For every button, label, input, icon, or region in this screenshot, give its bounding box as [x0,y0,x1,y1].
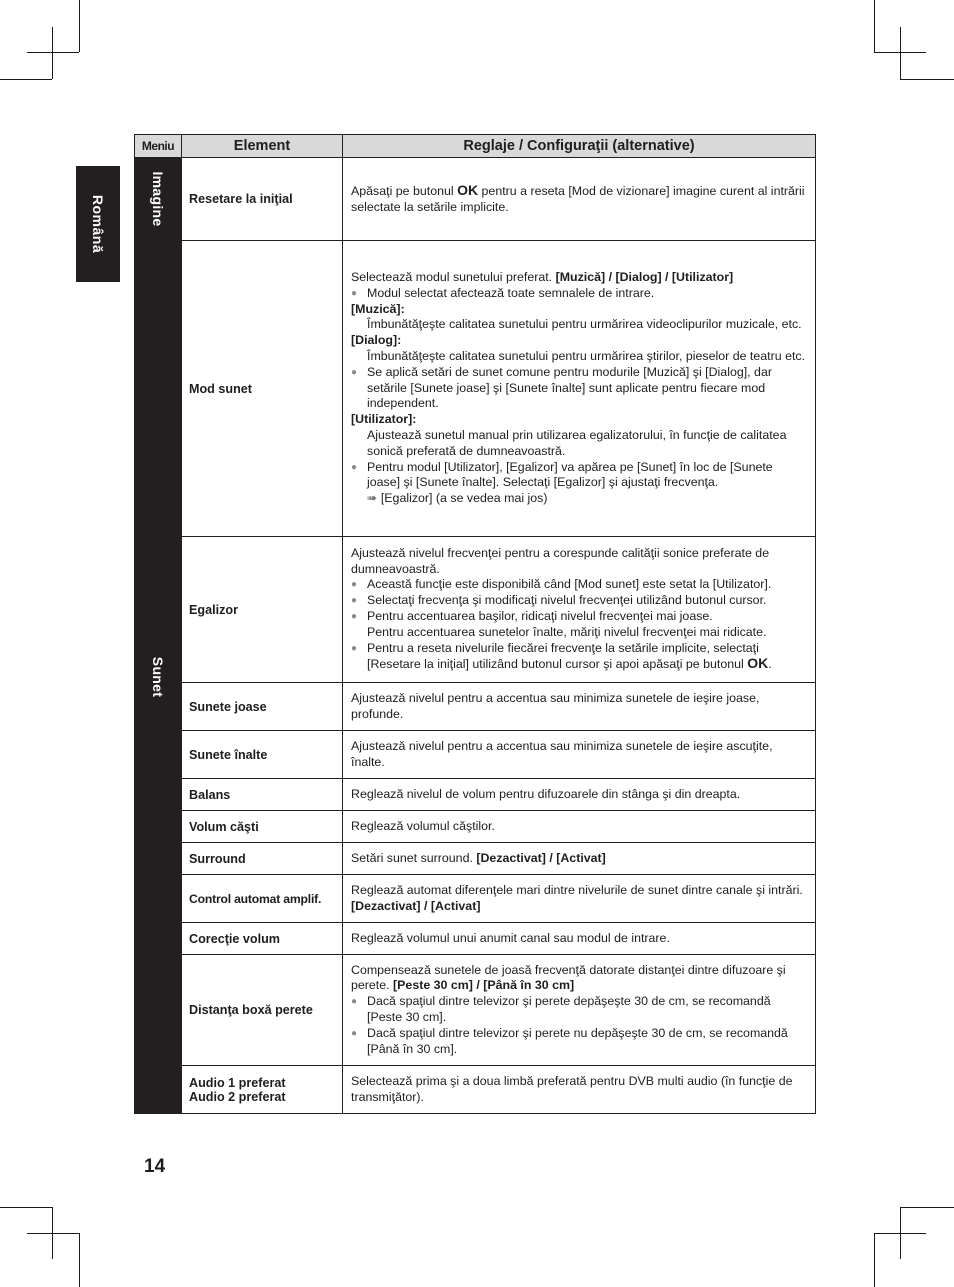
language-tab [76,166,120,282]
crop-mark [27,1233,79,1234]
options-text: [Dezactivat] / [Activat] [351,898,481,913]
element-name: Sunete înalte [182,731,343,779]
crop-mark [79,0,80,52]
header-settings: Reglaje / Configuraţii (alternative) [343,135,816,158]
table-row [135,1066,816,1114]
arrow-right-icon: ➠ [367,491,378,506]
settings-table [134,134,816,1114]
header-element: Element [182,135,343,158]
element-description: Reglează nivelul de volum pentru difuzoarele din stânga şi din dreapta. [343,779,816,811]
element-name: Corecţie volum [182,923,343,955]
table-row [135,923,816,955]
element-description: Compensează sunetele de joasă frecvenţă datorate distanţei dintre difuzoare şi perete. [Peste 30 cm] / [Până în 30 cm] ● Dacă spaţiul dintre televizor şi perete depăşeşte 30 de cm, se recomandă [Peste 30 cm]. ● Dacă spaţiul dintre televizor şi perete nu depăşeşte 30 de cm, se recomandă [Până în 30 cm]. [343,955,816,1066]
crop-mark [874,0,875,52]
element-description: Reglează volumul unui anumit canal sau modul de intrare. [343,923,816,955]
element-description: Ajustează nivelul pentru a accentua sau minimiza sunetele de ieşire joase, profunde. [343,683,816,731]
element-name: Egalizor [182,537,343,683]
element-name: Volum căşti [182,811,343,843]
crop-mark [900,79,954,80]
crop-mark [79,1233,80,1287]
table-row [135,241,816,537]
menu-label: Sunet [150,656,166,698]
element-description: Ajustează nivelul pentru a accentua sau minimiza sunetele de ieşire ascuţite, înalte. [343,731,816,779]
crop-mark [900,1207,954,1208]
page-number: 14 [144,1156,166,1177]
table-row [135,875,816,923]
table-row [135,537,816,683]
menu-imagine [135,158,182,241]
element-name: Control automat amplif. [182,875,343,923]
options-text: [Peste 30 cm] / [Până în 30 cm] [393,978,575,993]
crop-mark [900,27,901,79]
options-text: [Dezactivat] / [Activat] [476,850,606,865]
element-description: Selectează prima şi a doua limbă preferată pentru DVB multi audio (în funcţie de transmiţător). [343,1066,816,1114]
menu-label: Imagine [150,171,166,227]
crop-mark [27,52,79,53]
element-description: Reglează automat diferenţele mari dintre nivelurile de sunet dintre canale şi intrări. [Dezactivat] / [Activat] [343,875,816,923]
crop-mark [874,1233,875,1287]
element-description: Ajustează nivelul frecvenţei pentru a corespunde calităţii sonice preferate de dumneavoastră. ● Această funcţie este disponibilă când [Mod sunet] este setat la [Utilizator]. ● Selectaţi frecvenţa şi modificaţi nivelul frecvenţei utilizând butonul cursor. ● Pentru accentuarea başilor, ridicaţi nivelul frecvenţei mai joase. Pentru accentuarea sunetelor înalte, măriţi nivelul frecvenţei mai ridicate. ● Pentru a reseta nivelurile fiecărei frecvenţe la setările implicite, selectaţi [Resetare la iniţial] utilizând butonul cursor şi apoi apăsaţi pe butonul OK. [343,537,816,683]
table-row [135,731,816,779]
options-text: [Muzică] / [Dialog] / [Utilizator] [555,270,734,285]
element-description: Apăsaţi pe butonul OK pentru a reseta [Mod de vizionare] imagine curent al intrării selectate la setările implicite. [343,158,816,241]
table-row [135,811,816,843]
element-name: Distanţa boxă perete [182,955,343,1066]
element-name: Resetare la iniţial [182,158,343,241]
element-description: Selectează modul sunetului preferat. [Muzică] / [Dialog] / [Utilizator] ● Modul selectat afectează toate semnalele de intrare. [Muzică]: Îmbunătăţeşte calitatea sunetului pentru urmărirea videoclipurilor muzicale, etc. [Dialog]: Îmbunătăţeşte calitatea sunetului pentru urmărirea ştirilor, pieselor de teatru etc. ● Se aplică setări de sunet comune pentru modurile [Muzică] şi [Dialog], dar setările [Sunete joase] şi [Sunete înalte] sunt aplicate pentru fiecare mod independent. [Utilizator]: Ajustează sunetul manual prin utilizarea egalizatorului, în funcţie de calitatea sonică preferată de dumneavoastră. ● Pentru modul [Utilizator], [Egalizor] va apărea pe [Sunet] în loc de [Sunete joase] şi [Sunete înalte]. Selectaţi [Egalizor] şi ajustaţi frecvenţa. ➠ [Egalizor] (a se vedea mai jos) [343,241,816,537]
element-name: Sunete joase [182,683,343,731]
table-row [135,779,816,811]
element-name: Audio 1 preferat Audio 2 preferat [182,1066,343,1114]
table-row [135,683,816,731]
table-header-row [135,135,816,158]
crop-mark [0,79,52,80]
table-row [135,955,816,1066]
ok-button-label: OK [457,181,479,198]
element-description: Reglează volumul căştilor. [343,811,816,843]
ok-button-label: OK [747,655,769,672]
language-tab-label: Română [90,194,106,254]
element-description: Setări sunet surround. [Dezactivat] / [Activat] [343,843,816,875]
element-name: Mod sunet [182,241,343,537]
crop-mark [0,1207,52,1208]
element-name: Balans [182,779,343,811]
crop-mark [52,27,53,79]
menu-sunet [135,241,182,1114]
crop-mark [874,1233,926,1234]
header-menu: Meniu [135,135,182,158]
table-row [135,843,816,875]
element-name: Surround [182,843,343,875]
table-row [135,158,816,241]
